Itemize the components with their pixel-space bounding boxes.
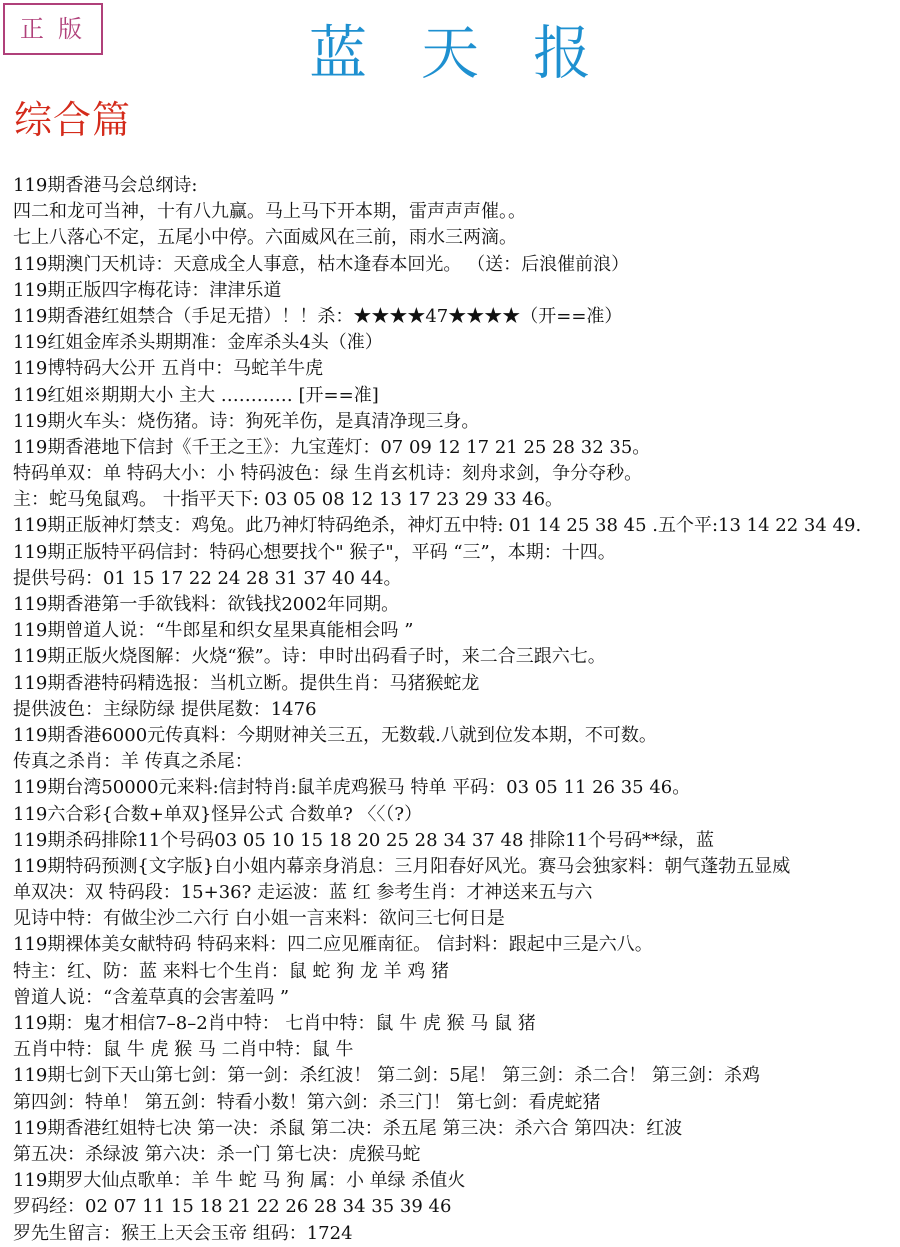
article-body bbox=[13, 173, 897, 1247]
text-line: 119期特码预测{文字版}白小姐内幕亲身消息：三月阳春好风光。赛马会独家料：朝气蓬勃五显威 bbox=[13, 855, 791, 877]
newspaper-masthead: 蓝天报 bbox=[308, 19, 645, 87]
text-line: 提供波色：主绿防绿 提供尾数：1476 bbox=[13, 698, 317, 720]
text-line: 119六合彩{合数+单双}怪异公式 合数单? 〈〈（?） bbox=[13, 803, 423, 825]
text-line: 119期正版火烧图解：火烧“猴”。诗：申时出码看子时，来二合三跟六七。 bbox=[13, 646, 606, 668]
text-line: 曾道人说：“含羞草真的会害羞吗 ” bbox=[13, 986, 290, 1008]
text-line: 119期台湾50000元来料:信封特肖:鼠羊虎鸡猴马 特单 平码：03 05 11 26 35 46。 bbox=[13, 777, 691, 799]
text-line: 119期火车头：烧伤猪。诗：狗死羊伤，是真清净现三身。 bbox=[13, 410, 480, 432]
text-line: 119期香港第一手欲钱料：欲钱找2002年同期。 bbox=[13, 594, 400, 615]
text-line: 特码单双：单 特码大小：小 特码波色：绿 生肖玄机诗：刻舟求剑，争分夺秒。 bbox=[13, 463, 643, 485]
text-line: 119期正版四字梅花诗：津津乐道 bbox=[13, 279, 282, 301]
text-line: 119期香港马会总纲诗: bbox=[13, 175, 198, 196]
text-line: 四二和龙可当神，十有八九赢。马上马下开本期，雷声声声催。。 bbox=[13, 201, 526, 223]
text-line: 119博特码大公开 五肖中：马蛇羊牛虎 bbox=[13, 358, 324, 380]
text-line: 五肖中特：鼠 牛 虎 猴 马 二肖中特：鼠 牛 bbox=[13, 1039, 354, 1061]
section-title: 综合篇 bbox=[14, 98, 132, 142]
text-line: 主：蛇马兔鼠鸡。 十指平天下: 03 05 08 12 13 17 23 29 33 46。 bbox=[13, 489, 564, 511]
text-line: 119期香港6000元传真料：今期财神关三五，无数载.八就到位发本期，不可数。 bbox=[13, 724, 657, 746]
text-line: 119期香港红姐禁合（手足无措）！！杀：★★★★47★★★★（开==准） bbox=[13, 305, 623, 327]
text-line: 第五决：杀绿波 第六决：杀一门 第七决：虎猴马蛇 bbox=[13, 1143, 421, 1165]
text-line: 特主：红、防：蓝 来料七个生肖：鼠 蛇 狗 龙 羊 鸡 猪 bbox=[13, 960, 450, 982]
text-line: 119红姐金库杀头期期准：金库杀头4头（准） bbox=[13, 332, 383, 354]
text-line: 第四剑：特单！ 第五剑：特看小数！第六剑：杀三门！ 第七剑：看虎蛇猪 bbox=[13, 1091, 601, 1113]
authentic-edition-badge: 正版 bbox=[3, 3, 103, 55]
text-line: 传真之杀肖：羊 传真之杀尾： bbox=[13, 751, 253, 773]
text-line: 罗码经：02 07 11 15 18 21 22 26 28 34 35 39 46 bbox=[13, 1196, 452, 1218]
text-line: 119期曾道人说：“牛郎星和织女星果真能相会吗 ” bbox=[13, 620, 414, 642]
text-line: 119期罗大仙点歌单：羊 牛 蛇 马 狗 属：小 单绿 杀值火 bbox=[13, 1170, 466, 1192]
text-line: 119期正版特平码信封：特码心想要找个" 猴子"，平码 “三”，本期：十四。 bbox=[13, 541, 616, 563]
text-line: 119期杀码排除11个号码03 05 10 15 18 20 25 28 34 37 48 排除11个号码**绿，蓝 bbox=[13, 829, 715, 851]
text-line: 单双决：双 特码段：15+36? 走运波：蓝 红 参考生肖：才神送来五与六 bbox=[13, 882, 593, 904]
text-line: 罗先生留言：猴王上天会玉帝 组码：1724 bbox=[13, 1222, 353, 1244]
text-line: 119期：鬼才相信7–8–2肖中特： 七肖中特：鼠 牛 虎 猴 马 鼠 猪 bbox=[13, 1013, 536, 1034]
text-line: 119期正版神灯禁支：鸡兔。此乃神灯特码绝杀，神灯五中特: 01 14 25 38 45 .五个平:13 14 22 34 49. bbox=[13, 515, 862, 537]
text-line: 119期香港特码精选报：当机立断。提供生肖：马猪猴蛇龙 bbox=[13, 672, 480, 694]
text-line: 119期香港红姐特七决 第一决：杀鼠 第二决：杀五尾 第三决：杀六合 第四决：红波 bbox=[13, 1117, 683, 1139]
text-line: 提供号码：01 15 17 22 24 28 31 37 40 44。 bbox=[13, 567, 402, 589]
text-line: 119期澳门天机诗：天意成全人事意，枯木逢春本回光。 （送：后浪催前浪） bbox=[13, 253, 630, 275]
text-line: 七上八落心不定，五尾小中停。六面威风在三前，雨水三两滴。 bbox=[13, 227, 517, 249]
text-line: 119期香港地下信封《千王之王》：九宝莲灯：07 09 12 17 21 25 28 32 35。 bbox=[13, 436, 651, 458]
text-line: 119期裸体美女献特码 特码来料：四二应见雁南征。 信封料：跟起中三是六八。 bbox=[13, 934, 653, 956]
text-line: 见诗中特：有做尘沙二六行 白小姐一言来料：欲问三七何日是 bbox=[13, 908, 505, 930]
text-line: 119期七剑下天山第七剑：第一剑：杀红波！ 第二剑：5尾！ 第三剑：杀二合！ 第三剑：杀鸡 bbox=[13, 1065, 760, 1087]
text-line: 119红姐※期期大小 主大 ………… [开==准] bbox=[13, 384, 379, 406]
